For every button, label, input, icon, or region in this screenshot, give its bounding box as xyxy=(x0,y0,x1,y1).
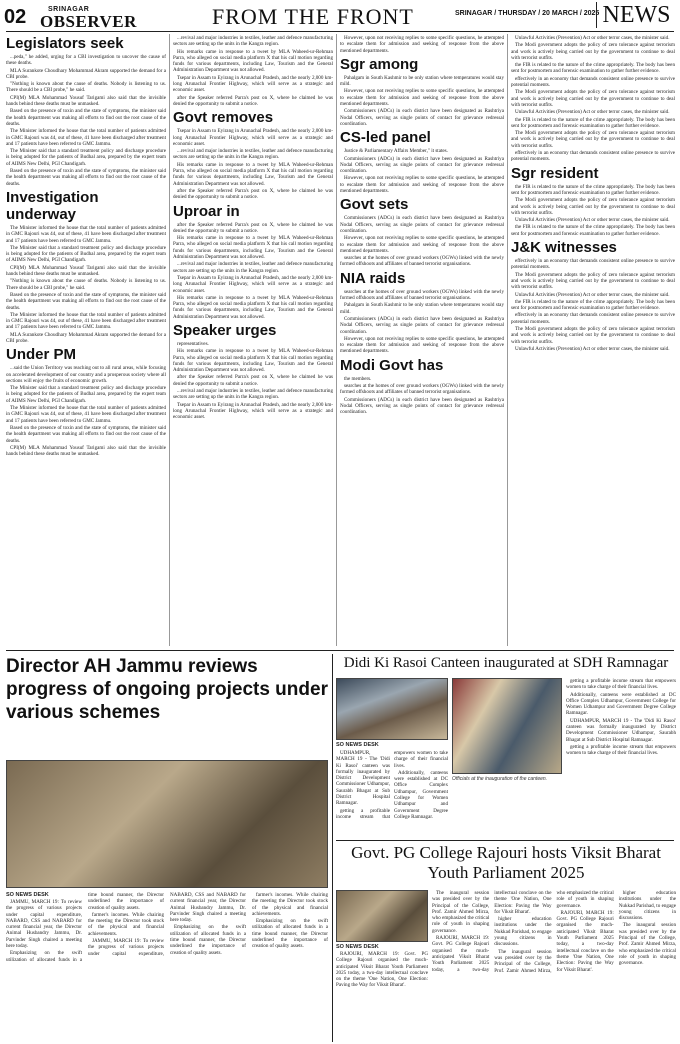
paragraph: The Modi government adopts the policy of zero tolerance against terrorism and work is actively being carried out by the government to continue to deal with terrorist outfits. xyxy=(511,271,675,291)
paragraph: ...said the Union Territory was reaching out to all rural areas, while focusing on accelerated development of our country and a prosperous society where all sections will enjoy the fruits of economic growth. xyxy=(6,365,166,384)
paragraph: The Minister said that a standard treatment policy and discharge procedure is being adopted for the patients of Budhal area, prepared by the expert team of AIIMS New Delhi, PGI Chandigarh. xyxy=(6,148,166,167)
paragraph: His remarks came in response to a tweet by MLA Waheed-ur-Rehman Parra, who alleged on social media platform X that his call motion regarding funds for various departments, including Law, Tourism and the General Administration Department was not allowed. xyxy=(173,48,333,74)
paragraph: searches at the homes of over ground workers (OGWs) linked with the newly formed offshoots and affiliates of banned terrorist organisations. xyxy=(340,288,504,302)
paragraph: CPI(M) MLA Mohammad Yousuf Tarigami also said that the invisible hands behind these deaths must be unmasked. xyxy=(6,94,166,108)
section-divider xyxy=(6,650,674,651)
paragraph: The Minister informed the house that the total number of patients admitted in GMC Rajouri was 44, out of these, 41 have been discharged after treatment and 17 patients have been referred to GMC Jammu. xyxy=(6,311,166,331)
paragraph: JAMMU, MARCH 19: To review the progress of various projects under capital expenditure, NABARD, CSS and NABARD for current financial year, the Director Animal Husbandry Jammu, Dr. Parvinder Singh chaired a meeting here today. xyxy=(88,892,246,957)
paragraph: Unlawful Activities (Prevention) Act or other terror cases, the minister said. xyxy=(515,345,670,352)
paragraph: The inaugural session was presided over by the Principal of the College, Prof. Zamir Ahmed Mirza, who emphasized the critical role of youth in shaping governance. xyxy=(432,890,490,934)
subhead-speaker: Speaker urges xyxy=(173,321,277,339)
paragraph: His remarks came in response to a tweet by MLA Waheed-ur-Rehman Parra, who alleged on social media platform X that his call motion regarding funds for various departments, including Law, Tourism and the General Administration Department was not allowed. xyxy=(173,294,333,320)
paragraph: effectively in an economy that demands consistent online presence to survive potential moments. xyxy=(511,75,675,89)
story-didi-headline xyxy=(336,655,676,677)
paragraph: His remarks came in response to a tweet by MLA Waheed-ur-Rehman Parra, who alleged on social media platform X that his call motion regarding funds for various departments, including Law, Tourism and the General Administration Department was not allowed. xyxy=(173,235,333,261)
paragraph: CPI(M) MLA Mohammad Yousuf Tarigami also said that the invisible hands behind these deaths must be unmasked. xyxy=(6,264,166,278)
paragraph: Pahalgam in South Kashmir to be only station where temperatures would stay mild. xyxy=(340,302,504,315)
paragraph: The Modi government adopts the policy of zero tolerance against terrorism and work is actively being carried out by the government to continue to deal with terrorist outfits. xyxy=(511,130,675,149)
paragraph: after the Speaker referred Parra's post on X, where he claimed he was denied the opportunity to submit a notice. xyxy=(173,187,333,201)
paragraph: effectively in an economy that demands consistent online presence to survive potential moments. xyxy=(511,312,675,325)
column-1 xyxy=(6,35,166,647)
story-pg-college-body-left xyxy=(336,944,428,1042)
paragraph: RAJOURI, MARCH 19: Govt. PG College Rajouri organised the much-anticipated Viksit Bharat Youth Parliament 2025 today, a two-day intellectual conclave on the theme 'One Nation, One Election: Paving the Way for Viksit Bharat'. xyxy=(432,890,552,973)
paragraph: However, upon not receiving replies to some specific questions, he attempted to escalate them for admission and seeking of response from the above mentioned departments. xyxy=(340,175,504,195)
paragraph: getting a profitable income stream that empowers women to take charge of their financial lives. xyxy=(566,743,676,757)
subhead-nia-raids: NIA raids xyxy=(340,269,406,287)
story-director-ah-headline xyxy=(6,655,328,775)
paragraph: The Modi government adopts the policy of zero tolerance against terrorism and work is actively being carried out by the government to continue to deal with terrorist outfits. xyxy=(511,197,675,216)
paragraph: JAMMU, MARCH 19: To review the progress of various projects under capital expenditure, NABARD, CSS and NABARD for current financial year, the Director Animal Husbandry Jammu, Dr. Parvinder Singh chaired a meeting here today. xyxy=(6,899,82,950)
story-photo-meeting xyxy=(6,760,328,888)
section-title: FROM THE FRONT xyxy=(212,4,414,29)
paragraph: Justice & Parliamentary Affairs Member," it states. xyxy=(344,148,448,155)
story-didi-body-left xyxy=(336,750,448,836)
paragraph: ...revival and major industries in textiles, leather and defence manufacturing sectors are setting up the units in the Kangra region. xyxy=(173,148,333,161)
story-pg-college-body xyxy=(432,890,676,1042)
newspaper-logo: OBSERVER xyxy=(40,12,137,31)
paragraph: The Minister said that a standard treatment policy and discharge procedure is being adopted for the patients of Budhal area, prepared by the expert team of AIIMS New Delhi, PGI Chandigarh. xyxy=(6,244,166,264)
paragraph: The Minister informed the house that the total number of patients admitted in GMC Rajouri was 44, out of these, 41 have been discharged after treatment and 17 patients have been referred to GMC Jammu. xyxy=(6,128,166,147)
column-divider xyxy=(507,34,508,646)
news-desk-label: SO NEWS DESK xyxy=(336,944,379,950)
paragraph: However, upon not receiving replies to some specific questions, he attempted to escalate them for admission and seeking of response from the above mentioned departments. xyxy=(340,335,504,355)
subhead-investigation: Investigation underway xyxy=(6,188,99,223)
paragraph: UDHAMPUR, MARCH 19 - The 'Didi Ki Rasoi' canteen was formally inaugurated by District Development Commissioner Udhampur, Saurabh Bhagat at Sub District Hospital Ramnagar. xyxy=(336,750,390,807)
paragraph: the FIR is related to the nature of the crime appropriately. The body has been sent for postmortem and forensic examination to gather further evidence. xyxy=(511,62,675,75)
subhead-sgr-among: Sgr among xyxy=(340,55,419,73)
paragraph: The Minister said that a standard treatment policy and discharge procedure is being adopted for the patients of Budhal area, prepared by the expert team of AIIMS New Delhi, PGI Chandigarh. xyxy=(6,385,166,404)
paragraph: farmer's incomes. While chairing the meeting the Director took stock of the physical and financial achievements. xyxy=(252,892,328,917)
subhead-govt-removes: Govt removes xyxy=(173,109,274,127)
story-photo-youth-parliament xyxy=(336,890,428,942)
story-photo-canteen xyxy=(336,678,448,740)
paragraph: Unlawful Activities (Prevention) Act or other terror cases, the minister said. xyxy=(515,35,670,41)
paragraph: Commissioners (ADCs) in each district have been designated as Rashtriya Nodal Officers, serving as single points of contact for grievance redressal coordination. xyxy=(340,315,504,335)
paragraph: searches at the homes of over ground workers (OGWs) linked with the newly formed offshoots and affiliates of banned terrorist organisations. xyxy=(340,382,504,396)
paragraph: getting a profitable income stream that empowers women to take charge of their financial lives. xyxy=(566,678,676,691)
paragraph: Commissioners (ADCs) in each district have been designated as Rashtriya Nodal Officers, serving as single points of contact for grievance redressal coordination. xyxy=(340,155,504,175)
paragraph: Tsepar in Assam to Eyirang in Arunachal Pradesh, and the nearly 2,000 km-long Arunachal Frontier Highway, which will serve as a strategic and economic asset. xyxy=(173,74,333,94)
headline-legislators: Legislators seek xyxy=(6,35,124,52)
paragraph: However, upon not receiving replies to some specific questions, he attempted to escalate them for admission and seeking of response from the above mentioned departments. xyxy=(340,35,504,54)
paragraph: RAJOURI, MARCH 19: Govt. PG College Rajouri organised the much-anticipated Viksit Bharat Youth Parliament 2025 today, a two-day intellectual conclave on the theme 'One Nation, One Election: Paving the Way for Viksit Bharat'. xyxy=(556,909,614,973)
paragraph: Unlawful Activities (Prevention) Act or other terror cases, the minister said. xyxy=(515,109,670,116)
paragraph: Tsepar in Assam to Eyirang in Arunachal Pradesh, and the nearly 2,000 km-long Arunachal Frontier Highway, which will serve as a strategic and economic asset. xyxy=(173,401,333,421)
section-divider xyxy=(336,840,674,841)
paragraph: Commissioners (ADCs) in each district have been designated as Rashtriya Nodal Officers, serving as single points of contact for grievance redressal coordination. xyxy=(340,108,504,127)
paragraph: Unlawful Activities (Prevention) Act or other terror cases, the minister said. xyxy=(515,217,670,224)
column-2 xyxy=(173,35,333,647)
paragraph: Based on the presence of toxin and the state of symptoms, the minister said the health department was making all efforts to find out the root cause of the deaths. xyxy=(6,108,166,127)
paragraph: Commissioners (ADCs) in each district have been designated as Rashtriya Nodal Officers, serving as single points of contact for grievance redressal coordination. xyxy=(340,215,504,234)
paragraph: However, upon not receiving replies to some specific questions, he attempted to escalate them for admission and seeking of response from the above mentioned departments. xyxy=(340,235,504,254)
header-divider xyxy=(6,31,674,32)
subhead-govt-sets: Govt sets xyxy=(340,196,409,214)
paragraph: The Minister informed the house that the total number of patients admitted in GMC Rajouri was 44, out of these, 41 have been discharged after treatment and 17 patients have been referred to GMC Jammu. xyxy=(6,224,166,244)
paragraph: ...revival and major industries in textiles, leather and defence manufacturing sectors are setting up the units in the Kangra region. xyxy=(173,388,333,401)
paragraph: Unlawful Activities (Prevention) Act or other terror cases, the minister said. xyxy=(515,291,670,298)
masthead-city: SRINAGAR xyxy=(48,6,90,13)
paragraph: "Nothing is known about the cause of deaths. Nobody is listening to us. There should be a CBI probe," he said. xyxy=(6,278,166,291)
column-divider xyxy=(336,34,337,646)
paragraph: after the Speaker referred Parra's post on X, where he claimed he was denied the opportunity to submit a notice. xyxy=(173,374,333,387)
paragraph: MLA Surankote Choudhary Mohammad Akram supported the demand for a CBI probe. xyxy=(6,331,166,344)
paragraph: His remarks came in response to a tweet by MLA Waheed-ur-Rehman Parra, who alleged on social media platform X that his call motion regarding funds for various departments, including Law, Tourism and the General Administration Department was not allowed. xyxy=(173,348,333,374)
paragraph: Tsepar in Assam to Eyirang in Arunachal Pradesh, and the nearly 2,000 km-long Arunachal Frontier Highway, which will serve as a strategic and economic asset. xyxy=(173,128,333,147)
paragraph: Commissioners (ADCs) in each district have been designated as Rashtriya Nodal Officers, serving as single points of contact for grievance redressal coordination. xyxy=(340,396,504,416)
paragraph: However, upon not receiving replies to some specific questions, he attempted to escalate them for admission and seeking of response from the above mentioned departments. xyxy=(340,88,504,108)
paragraph: Emphasizing on the swift utilization of allocated funds in a time bound manner, the Director underlined the importance of creation of quality assets. xyxy=(252,918,328,950)
paragraph: The inaugural session was presided over by the Principal of the College, Prof. Zamir Ahmed Mirza, who emphasized the critical role of youth in shaping governance. xyxy=(618,922,676,967)
section-tag: NEWS xyxy=(596,2,676,28)
headline: Govt. PG College Rajouri hosts Viksit Bharat Youth Parliament 2025 xyxy=(351,843,661,882)
story-photo-inauguration xyxy=(452,678,562,774)
dateline: SRINAGAR / THURSDAY / 20 MARCH / 2025 xyxy=(455,10,600,17)
story-director-ah-body xyxy=(6,892,328,1042)
paragraph: the FIR is related to the nature of the crime appropriately. The body has been sent for postmortem and forensic examination to gather further evidence. xyxy=(511,298,675,312)
paragraph: CPI(M) MLA Mohammad Yousuf Tarigami also said that the invisible hands behind these deaths must be unmasked. xyxy=(6,444,166,458)
subhead-sgr-resident: Sgr resident xyxy=(511,164,599,182)
column-divider xyxy=(169,34,170,646)
paragraph: the members. xyxy=(344,375,372,382)
paragraph: ...peda," he added, urging for a CBI investigation to uncover the cause of these deaths. xyxy=(6,54,166,67)
column-4 xyxy=(511,35,675,647)
paragraph: effectively in an economy that demands consistent online presence to survive potential moments. xyxy=(511,150,675,163)
paragraph: UDHAMPUR, MARCH 19 - The 'Didi Ki Rasoi' canteen was formally inaugurated by District Development Commissioner Udhampur, Saurabh Bhagat at Sub District Hospital Ramnagar. xyxy=(566,717,676,743)
column-3 xyxy=(340,35,504,647)
subhead-uproar: Uproar in xyxy=(173,202,240,220)
subhead-jk-witnesses: J&K witnesses xyxy=(511,239,617,257)
paragraph: "Nothing is known about the cause of deaths. Nobody is listening to us. There should be a CBI probe," he said. xyxy=(6,81,166,94)
paragraph: The Minister informed the house that the total number of patients admitted in GMC Rajouri was 44, out of these, 41 have been discharged after treatment and 17 patients have been referred to GMC Jammu. xyxy=(6,405,166,424)
paragraph: The Modi government adopts the policy of zero tolerance against terrorism and work is actively being carried out by the government to continue to deal with terrorist outfits. xyxy=(511,42,675,61)
paragraph: ...revival and major industries in textiles, leather and defence manufacturing sectors are setting up the units in the Kangra region. xyxy=(173,35,333,48)
column-divider xyxy=(332,654,333,1042)
paragraph: Based on the presence of toxin and the state of symptoms, the minister said the health department was making all efforts to find out the root cause of the deaths. xyxy=(6,291,166,311)
news-desk-label: SO NEWS DESK xyxy=(336,742,379,748)
paragraph: RAJOURI, MARCH 19: Govt. PG College Rajouri organised the much-anticipated Viksit Bharat Youth Parliament 2025 today, a two-day intellectual conclave on the theme 'One Nation, One Election: Paving the Way for Viksit Bharat'. xyxy=(336,951,428,989)
paragraph: Emphasizing on the swift utilization of allocated funds in a time bound manner, the Director underlined the importance of creation of quality assets. xyxy=(6,892,164,963)
paragraph: Additionally, canteens were established at DC Office Complex Udhampur, Government College for Women Udhampur and Government Degree College Ramnagar. xyxy=(566,691,676,717)
paragraph: after the Speaker referred Parra's post on X, where he claimed he was denied the opportunity to submit a notice. xyxy=(173,221,333,234)
paragraph: The Modi government adopts the policy of zero tolerance against terrorism and work is actively being carried out by the government to continue to deal with terrorist outfits. xyxy=(511,325,675,345)
paragraph: searches at the homes of over ground workers (OGWs) linked with the newly formed offshoots and affiliates of banned terrorist organisations. xyxy=(340,255,504,268)
paragraph: the FIR is related to the nature of the crime appropriately. The body has been sent for postmortem and forensic examination to gather further evidence. xyxy=(511,224,675,237)
paragraph: getting a profitable income stream that empowers women to take charge of their financial lives. xyxy=(336,750,448,820)
paragraph: higher education institutions under the Nukkad Parishad, to engage young citizens in discussions. xyxy=(618,890,676,922)
paragraph: ...revival and major industries in textiles, leather and defence manufacturing sectors are setting up the units in the Kangra region. xyxy=(173,261,333,274)
headline: Director AH Jammu reviews progress of ongoing projects under various schemes xyxy=(6,656,328,723)
paragraph: The inaugural session was presided over by the Principal of the College, Prof. Zamir Ahmed Mirza, who emphasized the critical role of youth in shaping governance. xyxy=(494,890,614,974)
paragraph: effectively in an economy that demands consistent online presence to survive potential moments. xyxy=(511,258,675,271)
paragraph: Pahalgam in South Kashmir to be only station where temperatures would stay mild. xyxy=(340,74,504,88)
paragraph: after the Speaker referred Parra's post on X, where he claimed he was denied the opportunity to submit a notice. xyxy=(173,94,333,107)
paragraph: Tsepar in Assam to Eyirang in Arunachal Pradesh, and the nearly 2,000 km-long Arunachal Frontier Highway, which will serve as a strategic and economic asset. xyxy=(173,274,333,294)
paragraph: higher education institutions under the Nukkad Parishad, to engage young citizens in discussions. xyxy=(494,916,552,948)
page-number: 02 xyxy=(4,6,27,28)
paragraph: His remarks came in response to a tweet by MLA Waheed-ur-Rehman Parra, who alleged on social media platform X that his call motion regarding funds for various departments, including Law, Tourism and the General Administration Department was not allowed. xyxy=(173,161,333,187)
subhead-under-pm: Under PM xyxy=(6,346,77,364)
paragraph: representatives. xyxy=(177,340,209,347)
headline: Didi Ki Rasoi Canteen inaugurated at SDH Ramnagar xyxy=(343,655,669,671)
paragraph: Emphasizing on the swift utilization of allocated funds in a time bound manner, the Director underlined the importance of creation of quality assets. xyxy=(170,924,246,956)
story-pg-college-headline xyxy=(336,843,676,889)
paragraph: Based on the presence of toxin and the state of symptoms, the minister said the health department was making all efforts to find out the root cause of the deaths. xyxy=(6,168,166,187)
story-didi-body-right xyxy=(566,678,676,836)
news-desk-label: SO NEWS DESK xyxy=(6,892,49,898)
paragraph: the FIR is related to the nature of the crime appropriately. The body has been sent for postmortem and forensic examination to gather further evidence. xyxy=(511,116,675,129)
paragraph: the FIR is related to the nature of the crime appropriately. The body has been sent for postmortem and forensic examination to gather further evidence. xyxy=(511,183,675,196)
paragraph: Additionally, canteens were established at DC Office Complex Udhampur, Government College for Women Udhampur and Government Degree College Ramnagar. xyxy=(394,769,448,820)
subhead-modi-govt: Modi Govt has xyxy=(340,356,444,374)
paragraph: Based on the presence of toxin and the state of symptoms, the minister said the health department was making all efforts to find out the root cause of the deaths. xyxy=(6,424,166,444)
paragraph: farmer's incomes. While chairing the meeting the Director took stock of the physical and financial achievements. xyxy=(88,911,164,937)
subhead-cs-panel: CS-led panel xyxy=(340,129,431,147)
paragraph: The Modi government adopts the policy of zero tolerance against terrorism and work is actively being carried out by the government to continue to deal with terrorist outfits. xyxy=(511,89,675,108)
paragraph: MLA Surankote Choudhary Mohammad Akram supported the demand for a CBI probe. xyxy=(6,67,166,80)
photo-caption: Officials at the inauguration of the canteen. xyxy=(452,776,548,782)
